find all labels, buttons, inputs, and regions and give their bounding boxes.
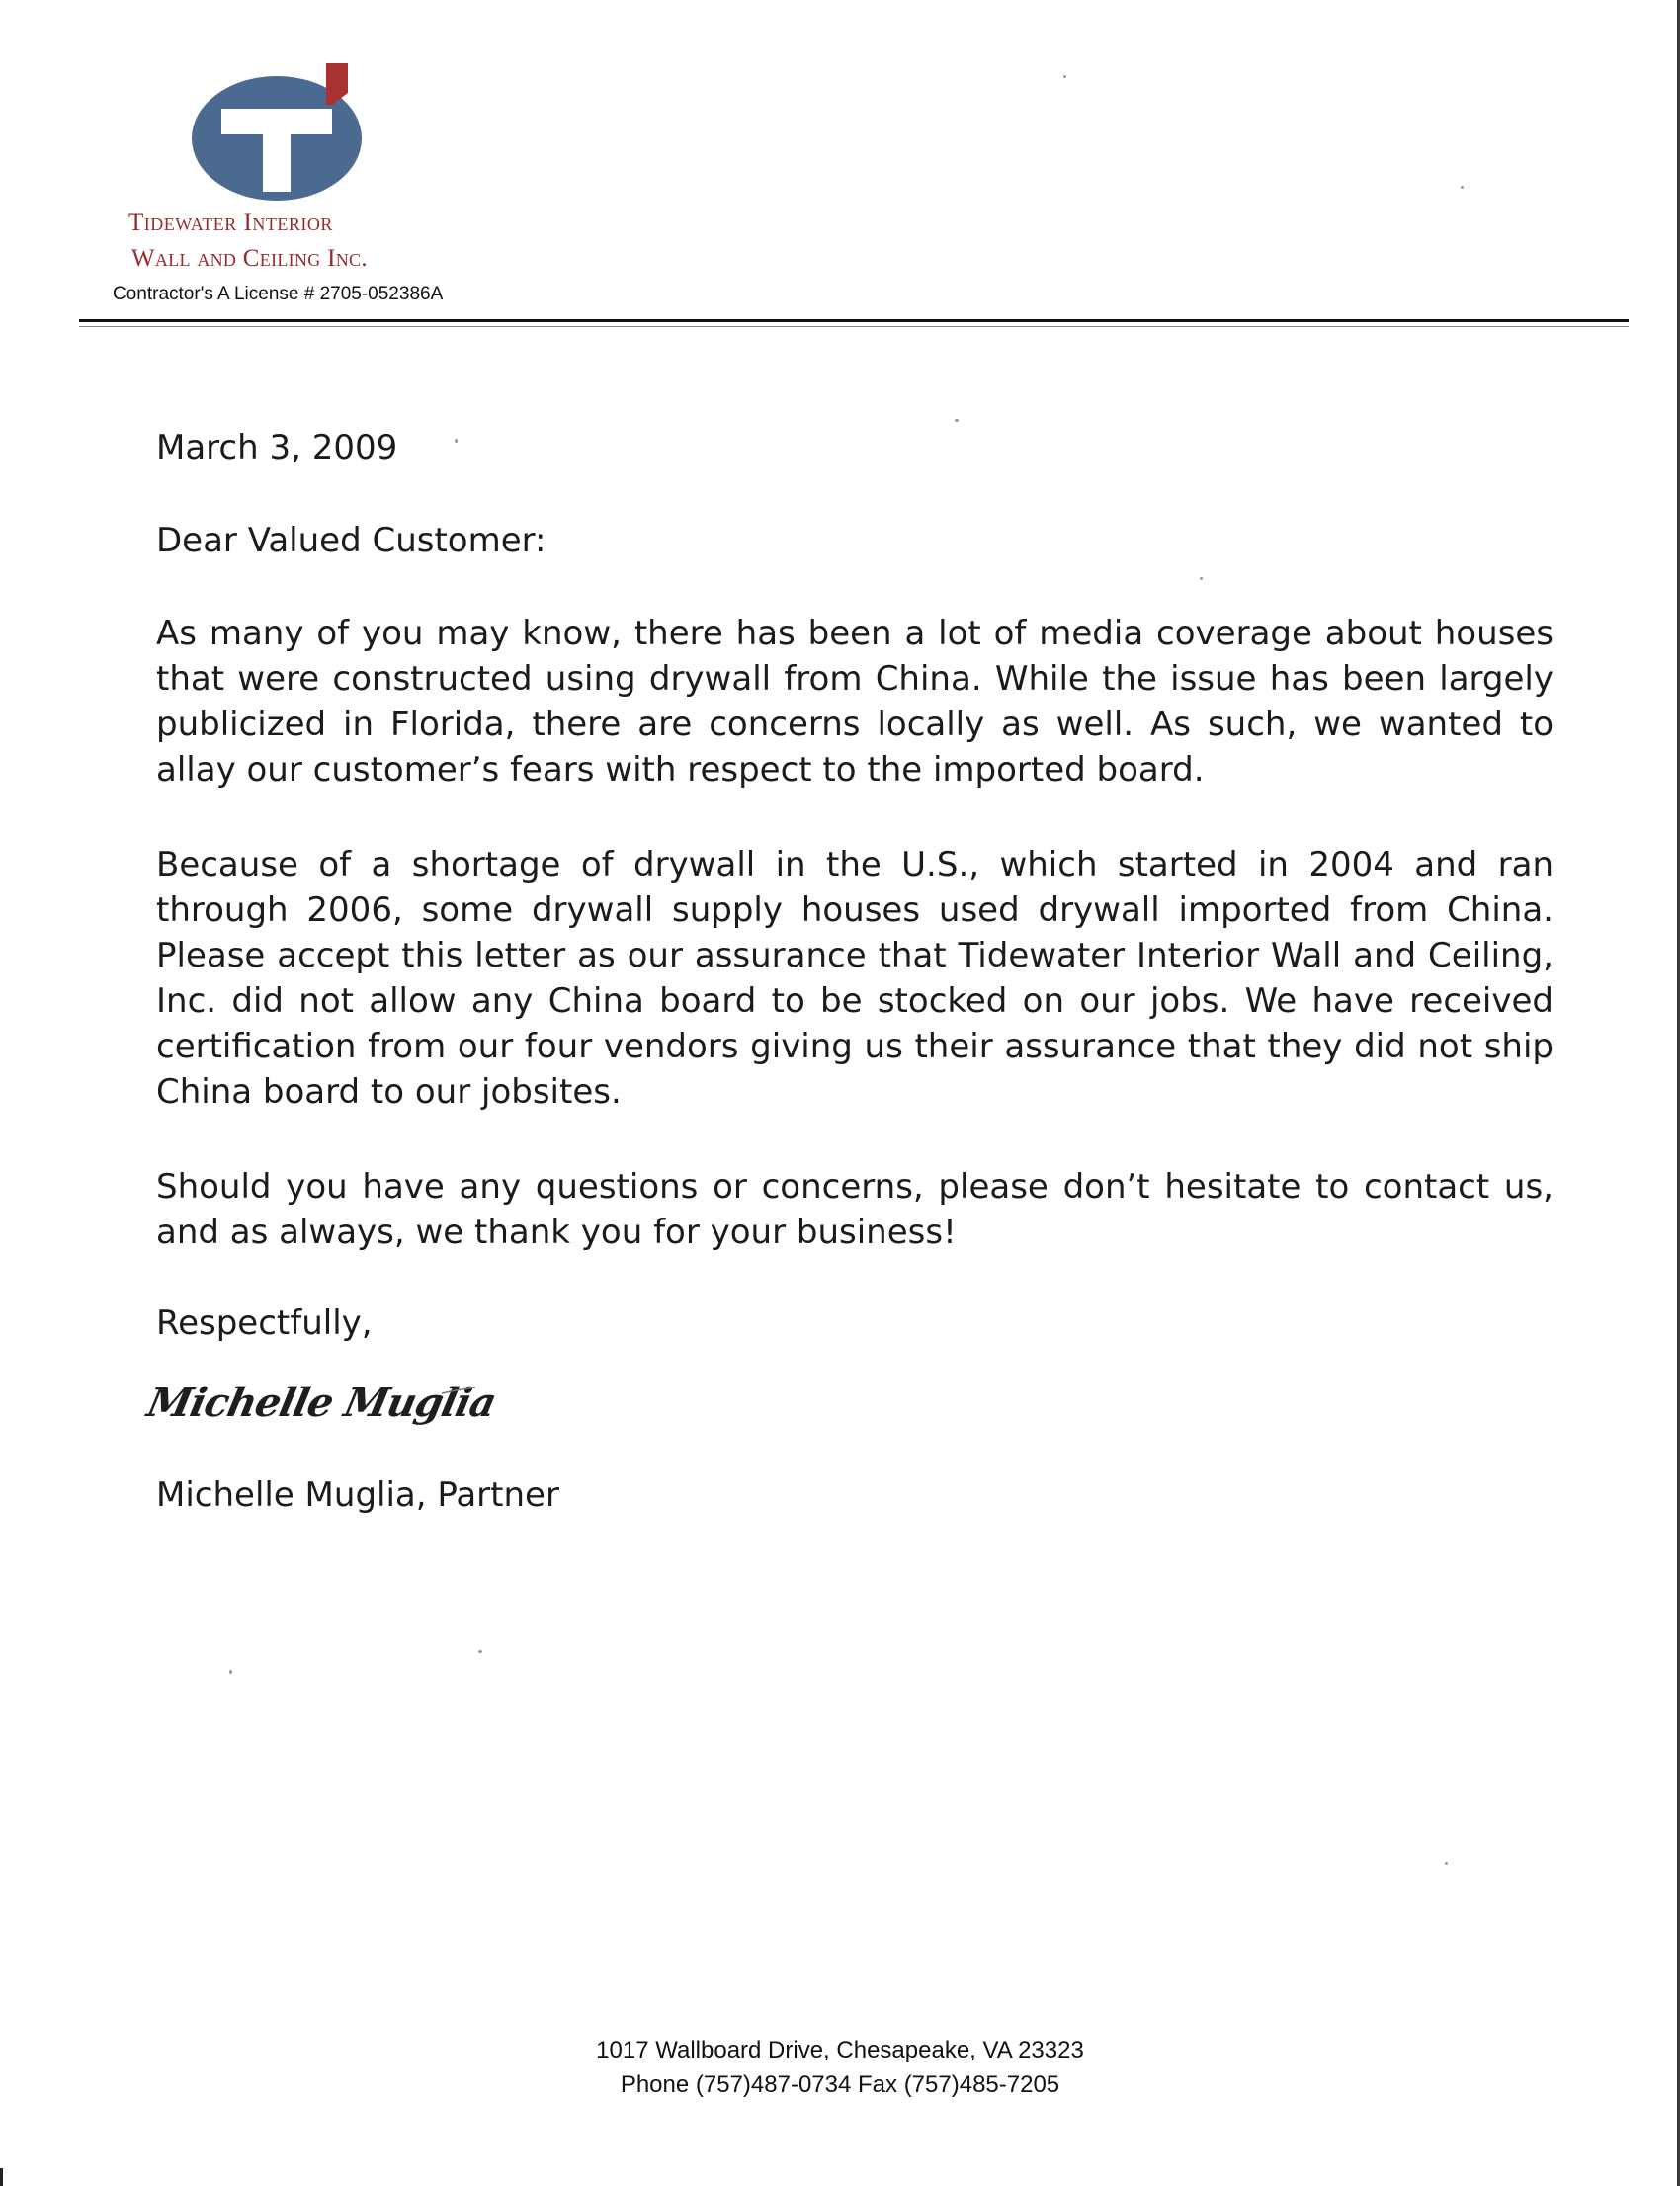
footer-phone-fax: Phone (757)487-0734 Fax (757)485-7205 [620,2071,1060,2098]
footer-contact [0,2033,1680,2102]
scan-speck [1063,75,1066,78]
company-name-line1: Tidewater Interior [128,210,333,236]
header-rule [79,319,1629,322]
signature-flourish [440,1384,479,1397]
header-rule-thin [79,326,1629,327]
license-number: Contractor's A License # 2705-052386A [113,284,444,304]
scan-speck [955,419,959,422]
salutation: Dear Valued Customer: [156,521,546,560]
scan-speck [1200,577,1203,580]
scan-speck [229,1670,232,1674]
company-name [128,206,368,277]
scan-speck [1445,1862,1448,1865]
paragraph-3: Should you have any questions or concerns, please don’t hesitate to contact us, and as always, we thank you for your business! [156,1167,1554,1252]
company-logo [188,61,366,202]
company-name-line2: Wall and Ceiling Inc. [131,245,368,272]
scan-speck [478,1650,482,1653]
scan-speck [455,439,458,443]
closing: Respectfully, [156,1303,373,1343]
footer-address: 1017 Wallboard Drive, Chesapeake, VA 23323 [596,2037,1084,2063]
scan-edge-mark [0,2168,3,2186]
scan-speck [1461,186,1464,189]
logo-flag [326,63,348,105]
paragraph-2: Because of a shortage of drywall in the U.S., which started in 2004 and ran through 2006, some drywall supply houses used drywall imported from China. Please accept this letter as our assurance that Tidewater Interior Wall and Ceiling, Inc. did not allow any China board to be stocked on our jobs. We have received certification from our four vendors giving us their assurance that they did not ship China board to our jobsites. [156,845,1554,1112]
paragraph-1: As many of you may know, there has been a lot of media coverage about houses that were constructed using drywall from China. While the issue has been largely publicized in Florida, there are concerns locally as well. As such, we wanted to allay our customer’s fears with respect to the imported board. [156,614,1554,790]
signer-name: Michelle Muglia, Partner [156,1475,559,1515]
handwritten-signature: Michelle Muglia [143,1380,500,1426]
letter-date: March 3, 2009 [156,428,398,467]
